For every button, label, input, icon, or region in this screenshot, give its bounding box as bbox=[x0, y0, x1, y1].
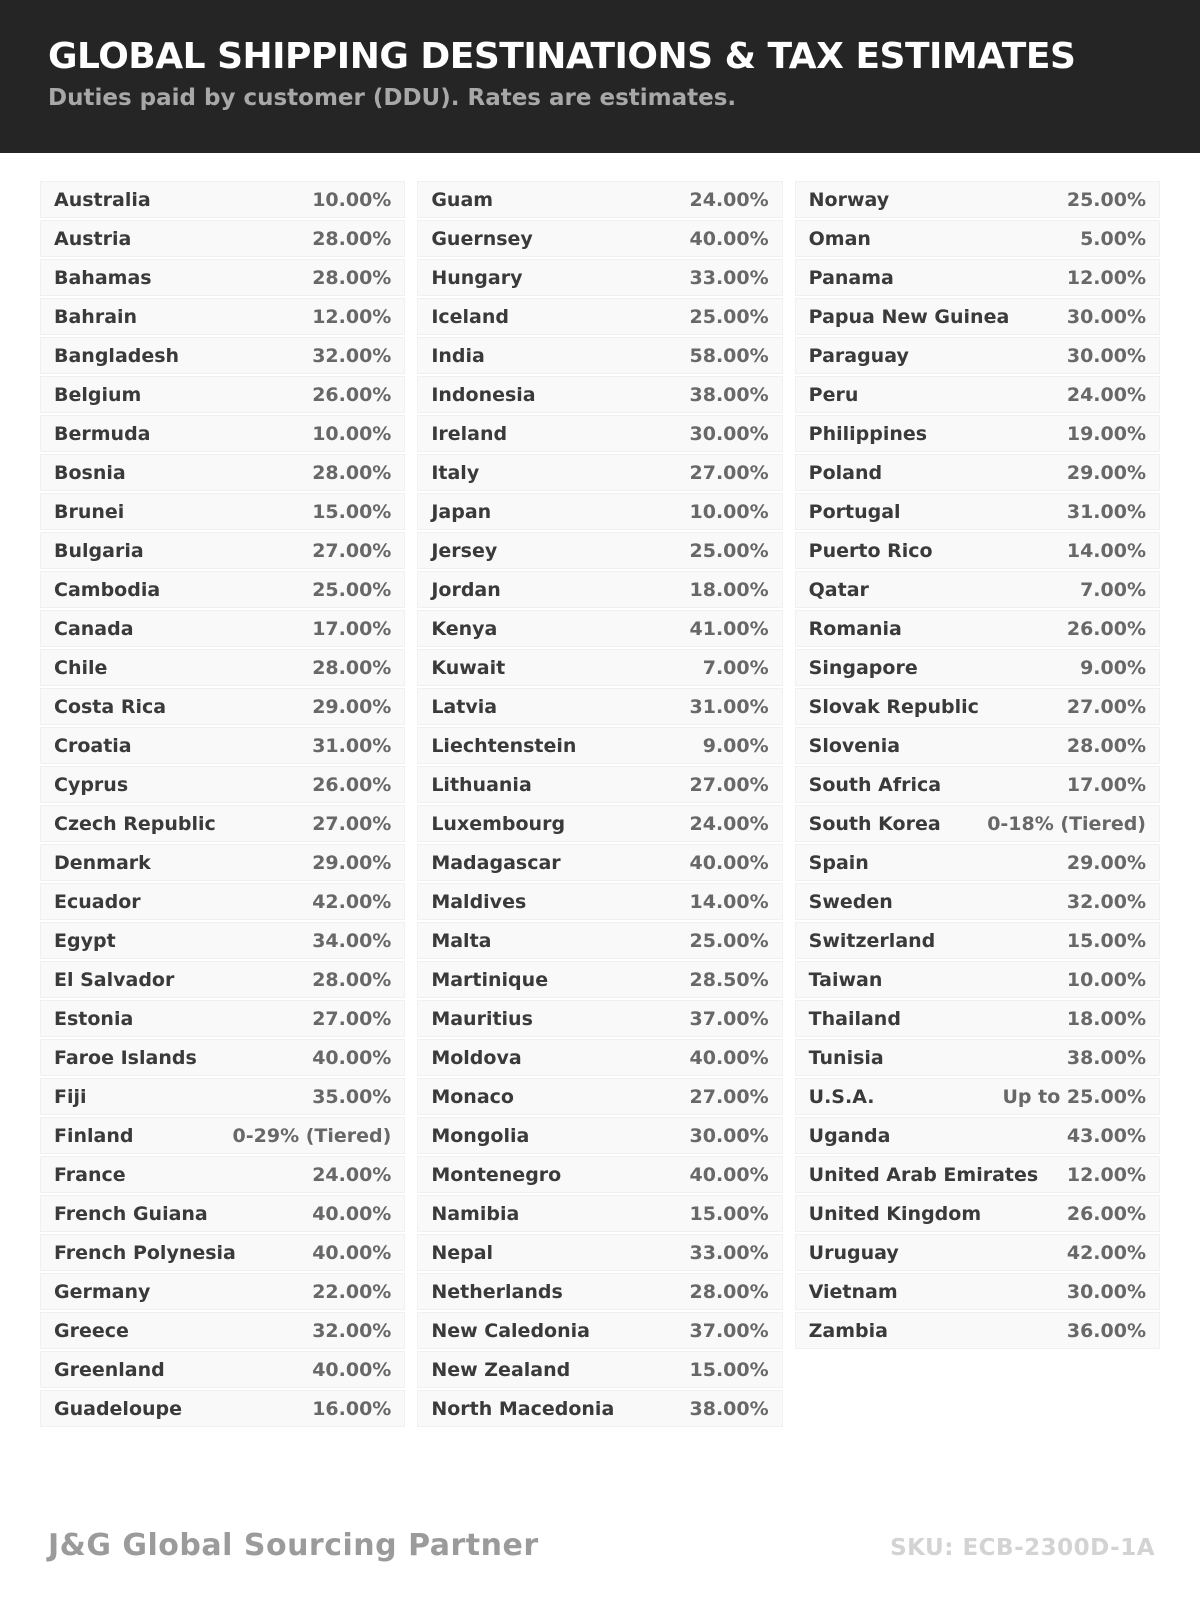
table-row bbox=[40, 337, 405, 374]
table-row bbox=[795, 376, 1160, 413]
table-row bbox=[795, 883, 1160, 920]
table-row bbox=[40, 1351, 405, 1388]
tax-rate: 26.00% bbox=[1066, 1202, 1146, 1225]
table-row bbox=[795, 337, 1160, 374]
table-row bbox=[417, 415, 782, 452]
tax-rate: 28.00% bbox=[689, 1280, 769, 1303]
country-name: Bahamas bbox=[54, 266, 152, 289]
header-banner bbox=[0, 0, 1200, 153]
country-name: Qatar bbox=[808, 578, 869, 601]
country-name: Cambodia bbox=[54, 578, 161, 601]
table-row bbox=[795, 610, 1160, 647]
country-name: Czech Republic bbox=[54, 812, 216, 835]
table-row bbox=[417, 1273, 782, 1310]
tax-rate: 25.00% bbox=[1066, 188, 1146, 211]
table-row bbox=[417, 805, 782, 842]
table-row bbox=[417, 727, 782, 764]
country-name: Brunei bbox=[54, 500, 125, 523]
tax-rate: 28.00% bbox=[312, 227, 392, 250]
country-name: Guam bbox=[431, 188, 494, 211]
country-name: Paraguay bbox=[808, 344, 909, 367]
table-row bbox=[40, 1390, 405, 1427]
table-row bbox=[40, 1312, 405, 1349]
country-name: Uganda bbox=[808, 1124, 891, 1147]
country-name: Thailand bbox=[808, 1007, 901, 1030]
country-name: Denmark bbox=[54, 851, 151, 874]
country-name: New Caledonia bbox=[431, 1319, 590, 1342]
country-name: France bbox=[54, 1163, 126, 1186]
country-name: New Zealand bbox=[431, 1358, 571, 1381]
country-name: Netherlands bbox=[431, 1280, 563, 1303]
country-name: Montenegro bbox=[431, 1163, 562, 1186]
country-name: Hungary bbox=[431, 266, 523, 289]
tax-rate: 0-29% (Tiered) bbox=[232, 1124, 392, 1147]
country-name: Bangladesh bbox=[54, 344, 180, 367]
tax-rate: 40.00% bbox=[312, 1358, 392, 1381]
country-name: South Korea bbox=[808, 812, 941, 835]
tax-rate: 38.00% bbox=[1066, 1046, 1146, 1069]
country-name: Mauritius bbox=[431, 1007, 533, 1030]
tax-rate: 12.00% bbox=[1066, 266, 1146, 289]
table-row bbox=[40, 454, 405, 491]
tax-rate: 17.00% bbox=[1066, 773, 1146, 796]
tax-rate: 32.00% bbox=[1066, 890, 1146, 913]
tax-rate: 28.00% bbox=[312, 656, 392, 679]
tax-rate: 29.00% bbox=[312, 851, 392, 874]
country-name: Norway bbox=[808, 188, 890, 211]
country-name: Monaco bbox=[431, 1085, 514, 1108]
table-column-2 bbox=[417, 181, 782, 1429]
tax-rate: 30.00% bbox=[689, 1124, 769, 1147]
country-name: Guadeloupe bbox=[54, 1397, 183, 1420]
table-row bbox=[40, 805, 405, 842]
country-name: Bosnia bbox=[54, 461, 126, 484]
table-row bbox=[40, 1273, 405, 1310]
country-name: Costa Rica bbox=[54, 695, 167, 718]
tax-rate: 24.00% bbox=[312, 1163, 392, 1186]
country-name: Moldova bbox=[431, 1046, 522, 1069]
tax-rate: 58.00% bbox=[689, 344, 769, 367]
country-name: El Salvador bbox=[54, 968, 175, 991]
sku-label: SKU: ECB-2300D-1A bbox=[890, 1535, 1155, 1561]
country-name: Austria bbox=[54, 227, 132, 250]
table-row bbox=[795, 493, 1160, 530]
country-name: North Macedonia bbox=[431, 1397, 615, 1420]
tax-rate: 43.00% bbox=[1066, 1124, 1146, 1147]
table-row bbox=[795, 1117, 1160, 1154]
tax-rate: 27.00% bbox=[312, 812, 392, 835]
country-name: Romania bbox=[808, 617, 902, 640]
country-name: Finland bbox=[54, 1124, 134, 1147]
table-row bbox=[795, 961, 1160, 998]
tax-rate: 12.00% bbox=[1066, 1163, 1146, 1186]
country-name: Vietnam bbox=[808, 1280, 898, 1303]
country-name: Liechtenstein bbox=[431, 734, 577, 757]
country-name: Namibia bbox=[431, 1202, 520, 1225]
country-name: Ecuador bbox=[54, 890, 141, 913]
country-name: Madagascar bbox=[431, 851, 561, 874]
country-name: Slovenia bbox=[808, 734, 901, 757]
table-row bbox=[795, 844, 1160, 881]
table-row bbox=[40, 571, 405, 608]
table-row bbox=[417, 298, 782, 335]
country-name: Bermuda bbox=[54, 422, 151, 445]
table-row bbox=[40, 961, 405, 998]
tax-rate: 27.00% bbox=[689, 773, 769, 796]
table-row bbox=[40, 649, 405, 686]
tax-rate: 36.00% bbox=[1066, 1319, 1146, 1342]
tax-rate: 17.00% bbox=[312, 617, 392, 640]
tax-rate: 10.00% bbox=[1066, 968, 1146, 991]
table-row bbox=[417, 922, 782, 959]
tax-rate: 26.00% bbox=[312, 383, 392, 406]
table-row bbox=[795, 454, 1160, 491]
table-row bbox=[40, 1000, 405, 1037]
tax-rate: 30.00% bbox=[1066, 344, 1146, 367]
tax-rate: 15.00% bbox=[1066, 929, 1146, 952]
country-name: U.S.A. bbox=[808, 1085, 875, 1108]
country-name: Peru bbox=[808, 383, 859, 406]
tax-rate: 25.00% bbox=[689, 539, 769, 562]
table-row bbox=[417, 844, 782, 881]
tax-rate: 24.00% bbox=[689, 812, 769, 835]
tax-rate: 42.00% bbox=[1066, 1241, 1146, 1264]
country-name: Singapore bbox=[808, 656, 918, 679]
tax-rate: 42.00% bbox=[312, 890, 392, 913]
tax-rate: 40.00% bbox=[689, 227, 769, 250]
tax-rate: 28.00% bbox=[312, 461, 392, 484]
tax-rate: 27.00% bbox=[312, 1007, 392, 1030]
country-name: Latvia bbox=[431, 695, 498, 718]
country-name: Spain bbox=[808, 851, 869, 874]
tax-rate: 19.00% bbox=[1066, 422, 1146, 445]
country-name: Uruguay bbox=[808, 1241, 899, 1264]
table-row bbox=[795, 805, 1160, 842]
tax-rate: 31.00% bbox=[312, 734, 392, 757]
tax-rate: 9.00% bbox=[702, 734, 769, 757]
country-name: Puerto Rico bbox=[808, 539, 933, 562]
tax-rate: 37.00% bbox=[689, 1007, 769, 1030]
table-row bbox=[795, 1234, 1160, 1271]
table-row bbox=[40, 922, 405, 959]
country-name: Kuwait bbox=[431, 656, 506, 679]
table-row bbox=[417, 1117, 782, 1154]
tax-rate: 26.00% bbox=[312, 773, 392, 796]
tax-rate: 7.00% bbox=[1080, 578, 1146, 601]
country-name: Sweden bbox=[808, 890, 893, 913]
country-name: Jordan bbox=[431, 578, 501, 601]
tax-rate: 24.00% bbox=[1066, 383, 1146, 406]
table-row bbox=[795, 922, 1160, 959]
table-row bbox=[417, 181, 782, 218]
table-row bbox=[417, 454, 782, 491]
tax-rate: 30.00% bbox=[1066, 305, 1146, 328]
tax-rate: 16.00% bbox=[312, 1397, 392, 1420]
tax-rate: 27.00% bbox=[312, 539, 392, 562]
tax-rate: 27.00% bbox=[689, 1085, 769, 1108]
country-name: Faroe Islands bbox=[54, 1046, 197, 1069]
table-row bbox=[417, 1234, 782, 1271]
table-row bbox=[795, 649, 1160, 686]
table-row bbox=[795, 259, 1160, 296]
country-name: Oman bbox=[808, 227, 871, 250]
country-name: Philippines bbox=[808, 422, 928, 445]
country-name: Greenland bbox=[54, 1358, 165, 1381]
country-name: Egypt bbox=[54, 929, 116, 952]
tax-rate: 18.00% bbox=[1066, 1007, 1146, 1030]
table-row bbox=[417, 493, 782, 530]
country-name: Canada bbox=[54, 617, 134, 640]
table-row bbox=[40, 181, 405, 218]
table-row bbox=[417, 337, 782, 374]
tax-rate: 32.00% bbox=[312, 344, 392, 367]
tax-rate: 15.00% bbox=[689, 1358, 769, 1381]
table-row bbox=[417, 1078, 782, 1115]
table-row bbox=[40, 610, 405, 647]
tax-rate: 32.00% bbox=[312, 1319, 392, 1342]
table-row bbox=[417, 571, 782, 608]
tax-rate: 15.00% bbox=[689, 1202, 769, 1225]
table-row bbox=[795, 1156, 1160, 1193]
tax-rate: 18.00% bbox=[689, 578, 769, 601]
country-name: India bbox=[431, 344, 485, 367]
tax-rate: 29.00% bbox=[312, 695, 392, 718]
country-name: Japan bbox=[431, 500, 492, 523]
country-name: South Africa bbox=[808, 773, 942, 796]
country-name: Fiji bbox=[54, 1085, 87, 1108]
table-row bbox=[795, 298, 1160, 335]
tax-rate: 41.00% bbox=[689, 617, 769, 640]
tax-rate: 28.00% bbox=[312, 266, 392, 289]
table-row bbox=[795, 766, 1160, 803]
country-name: Bahrain bbox=[54, 305, 138, 328]
table-row bbox=[795, 415, 1160, 452]
table-row bbox=[40, 883, 405, 920]
table-row bbox=[40, 727, 405, 764]
table-row bbox=[417, 688, 782, 725]
tax-rate: 22.00% bbox=[312, 1280, 392, 1303]
table-row bbox=[795, 1312, 1160, 1349]
country-name: Taiwan bbox=[808, 968, 883, 991]
country-name: United Arab Emirates bbox=[808, 1163, 1039, 1186]
table-row bbox=[417, 883, 782, 920]
tax-rate: 0-18% (Tiered) bbox=[987, 812, 1146, 835]
tax-rate: 26.00% bbox=[1066, 617, 1146, 640]
tax-rate: 38.00% bbox=[689, 383, 769, 406]
tax-rate: 28.00% bbox=[1066, 734, 1146, 757]
table-row bbox=[417, 1000, 782, 1037]
tax-rate: 14.00% bbox=[689, 890, 769, 913]
table-row bbox=[417, 1351, 782, 1388]
tax-rate: 14.00% bbox=[1066, 539, 1146, 562]
table-row bbox=[40, 298, 405, 335]
table-row bbox=[795, 532, 1160, 569]
table-row bbox=[795, 181, 1160, 218]
table-row bbox=[417, 649, 782, 686]
tax-rate: 31.00% bbox=[689, 695, 769, 718]
country-name: Martinique bbox=[431, 968, 549, 991]
country-name: Australia bbox=[54, 188, 151, 211]
country-name: Ireland bbox=[431, 422, 508, 445]
country-name: United Kingdom bbox=[808, 1202, 982, 1225]
table-row bbox=[40, 766, 405, 803]
table-row bbox=[40, 259, 405, 296]
table-row bbox=[417, 610, 782, 647]
table-row bbox=[795, 1000, 1160, 1037]
tax-rate: 29.00% bbox=[1066, 461, 1146, 484]
country-name: Switzerland bbox=[808, 929, 936, 952]
tax-rate: 40.00% bbox=[312, 1241, 392, 1264]
tax-rate: 34.00% bbox=[312, 929, 392, 952]
tax-rate: 28.50% bbox=[689, 968, 769, 991]
table-row bbox=[417, 961, 782, 998]
table-row bbox=[795, 688, 1160, 725]
country-name: Bulgaria bbox=[54, 539, 144, 562]
table-row bbox=[40, 220, 405, 257]
table-row bbox=[40, 1234, 405, 1271]
page-subtitle: Duties paid by customer (DDU). Rates are estimates. bbox=[48, 85, 737, 112]
table-row bbox=[417, 376, 782, 413]
tax-rate: 28.00% bbox=[312, 968, 392, 991]
country-name: Chile bbox=[54, 656, 108, 679]
country-name: French Polynesia bbox=[54, 1241, 236, 1264]
country-name: Mongolia bbox=[431, 1124, 530, 1147]
table-row bbox=[795, 1273, 1160, 1310]
footer bbox=[48, 1528, 1155, 1563]
country-name: Guernsey bbox=[431, 227, 533, 250]
tax-rate: 10.00% bbox=[312, 188, 392, 211]
table-row bbox=[795, 1039, 1160, 1076]
tax-rate: 29.00% bbox=[1066, 851, 1146, 874]
country-name: Poland bbox=[808, 461, 883, 484]
tax-rate: 35.00% bbox=[312, 1085, 392, 1108]
tax-rate: 40.00% bbox=[689, 1046, 769, 1069]
table-row bbox=[417, 220, 782, 257]
tax-rate: 40.00% bbox=[689, 851, 769, 874]
table-row bbox=[40, 844, 405, 881]
tax-rate: 9.00% bbox=[1080, 656, 1146, 679]
country-name: Greece bbox=[54, 1319, 129, 1342]
table-row bbox=[40, 376, 405, 413]
tax-rate: 33.00% bbox=[689, 266, 769, 289]
tax-rate: 12.00% bbox=[312, 305, 392, 328]
table-row bbox=[40, 532, 405, 569]
table-column-3 bbox=[795, 181, 1160, 1351]
country-name: Slovak Republic bbox=[808, 695, 979, 718]
country-name: Malta bbox=[431, 929, 492, 952]
country-name: Papua New Guinea bbox=[808, 305, 1010, 328]
country-name: Maldives bbox=[431, 890, 527, 913]
table-row bbox=[417, 1195, 782, 1232]
country-name: Germany bbox=[54, 1280, 151, 1303]
country-name: Kenya bbox=[431, 617, 498, 640]
country-name: Italy bbox=[431, 461, 480, 484]
country-name: Nepal bbox=[431, 1241, 494, 1264]
tax-rate: 40.00% bbox=[312, 1202, 392, 1225]
country-name: Jersey bbox=[431, 539, 498, 562]
tax-rate: 27.00% bbox=[1066, 695, 1146, 718]
table-column-1 bbox=[40, 181, 405, 1429]
table-row bbox=[795, 1195, 1160, 1232]
tax-rate: 30.00% bbox=[1066, 1280, 1146, 1303]
page-title: GLOBAL SHIPPING DESTINATIONS & TAX ESTIMATES bbox=[48, 36, 1076, 77]
country-name: Tunisia bbox=[808, 1046, 884, 1069]
country-name: Zambia bbox=[808, 1319, 888, 1342]
table-row bbox=[40, 688, 405, 725]
tax-rate: 5.00% bbox=[1080, 227, 1146, 250]
table-row bbox=[417, 766, 782, 803]
tax-rate: 7.00% bbox=[702, 656, 769, 679]
country-name: French Guiana bbox=[54, 1202, 208, 1225]
table-row bbox=[417, 1156, 782, 1193]
country-name: Cyprus bbox=[54, 773, 129, 796]
tax-rate: 10.00% bbox=[312, 422, 392, 445]
table-row bbox=[417, 1312, 782, 1349]
country-name: Iceland bbox=[431, 305, 510, 328]
country-name: Luxembourg bbox=[431, 812, 566, 835]
table-row bbox=[795, 1078, 1160, 1115]
brand-name: J&G Global Sourcing Partner bbox=[48, 1528, 539, 1563]
tax-rate: 40.00% bbox=[689, 1163, 769, 1186]
table-row bbox=[417, 1039, 782, 1076]
table-row bbox=[40, 415, 405, 452]
table-row bbox=[417, 532, 782, 569]
table-row bbox=[40, 1156, 405, 1193]
tax-rate: 10.00% bbox=[689, 500, 769, 523]
tax-rate: 31.00% bbox=[1066, 500, 1146, 523]
destinations-table bbox=[0, 153, 1200, 1429]
tax-rate: 33.00% bbox=[689, 1241, 769, 1264]
table-row bbox=[795, 727, 1160, 764]
country-name: Estonia bbox=[54, 1007, 134, 1030]
country-name: Portugal bbox=[808, 500, 901, 523]
table-row bbox=[40, 493, 405, 530]
table-row bbox=[795, 220, 1160, 257]
table-row bbox=[417, 259, 782, 296]
tax-rate: 24.00% bbox=[689, 188, 769, 211]
tax-rate: 27.00% bbox=[689, 461, 769, 484]
tax-rate: 38.00% bbox=[689, 1397, 769, 1420]
country-name: Belgium bbox=[54, 383, 142, 406]
table-row bbox=[40, 1195, 405, 1232]
tax-rate: 25.00% bbox=[312, 578, 392, 601]
tax-rate: 40.00% bbox=[312, 1046, 392, 1069]
tax-rate: 25.00% bbox=[689, 305, 769, 328]
country-name: Lithuania bbox=[431, 773, 532, 796]
tax-rate: Up to 25.00% bbox=[1002, 1085, 1146, 1108]
tax-rate: 15.00% bbox=[312, 500, 392, 523]
table-row bbox=[795, 571, 1160, 608]
country-name: Panama bbox=[808, 266, 894, 289]
country-name: Indonesia bbox=[431, 383, 536, 406]
tax-rate: 37.00% bbox=[689, 1319, 769, 1342]
table-row bbox=[417, 1390, 782, 1427]
tax-rate: 30.00% bbox=[689, 422, 769, 445]
table-row bbox=[40, 1078, 405, 1115]
tax-rate: 25.00% bbox=[689, 929, 769, 952]
country-name: Croatia bbox=[54, 734, 132, 757]
table-row bbox=[40, 1039, 405, 1076]
table-row bbox=[40, 1117, 405, 1154]
